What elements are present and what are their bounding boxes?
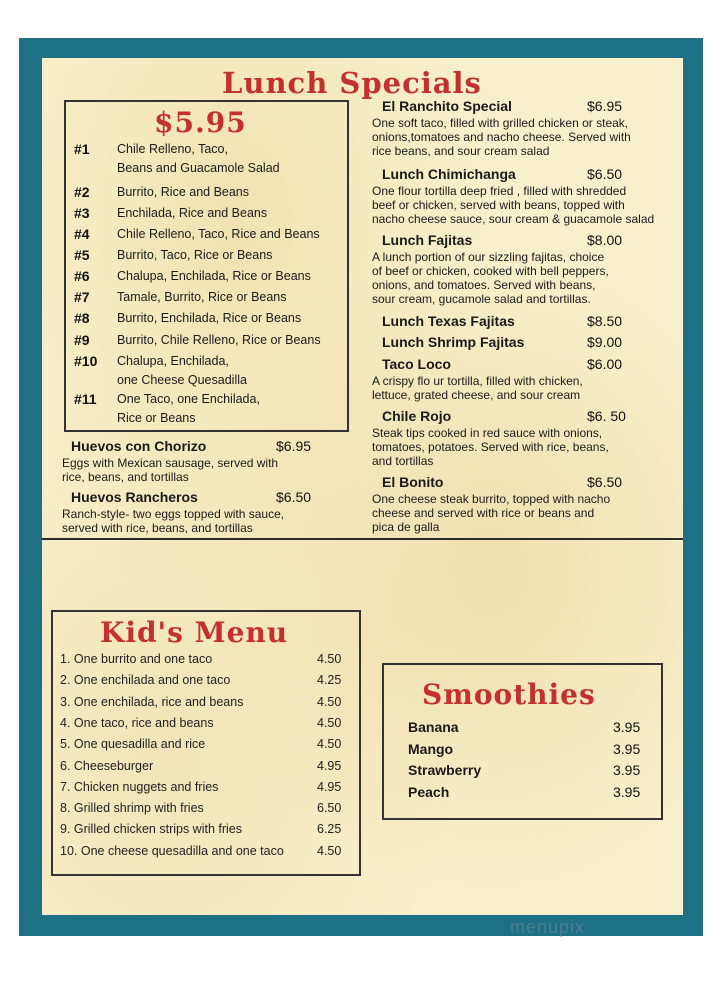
special-price: $6.50 [587,474,623,490]
special-desc: A lunch portion of our sizzling fajitas, choice [372,250,605,264]
smoothie-name: Peach [408,783,450,800]
smoothie-name: Mango [408,740,454,757]
special-name: Taco Loco [382,356,451,372]
special-desc: One soft taco, filled with grilled chicken or steak, [372,116,629,130]
combo-line: Chile Relleno, Taco, [117,142,228,156]
smoothie-name: Strawberry [408,762,482,778]
kids-item-name: 2. One enchilada and one taco [60,673,231,688]
kids-item-name: 5. One quesadilla and rice [60,737,206,752]
combo-line: One Taco, one Enchilada, [117,392,260,406]
special-price: $8.00 [587,232,623,248]
special-desc: One flour tortilla deep fried , filled with shredded [372,184,627,198]
special-price: $6.95 [587,98,623,114]
kids-item-name: 1. One burrito and one taco [60,652,213,666]
special-desc: A crispy flo ur tortilla, filled with chicken, [372,374,583,388]
special-desc: onions,tomatoes and nacho cheese. Served with [372,130,631,144]
combo-number: #4 [74,226,90,242]
kids-item-name: 4. One taco, rice and beans [60,715,214,730]
huevos-name: Huevos Rancheros [71,489,198,505]
combo-number: #6 [74,268,90,284]
combo-line: Burrito, Chile Relleno, Rice or Beans [117,333,321,347]
combo-number: #10 [74,353,98,369]
special-desc: Steak tips cooked in red sauce with onions, [372,426,603,440]
kids-item-price: 6.50 [317,801,342,816]
kids-menu-title: Kid's Menu [100,616,289,649]
combo-line: Burrito, Rice and Beans [117,185,250,199]
huevos-desc: served with rice, beans, and tortillas [62,521,253,535]
huevos-desc: Ranch-style- two eggs topped with sauce, [62,507,285,521]
kids-item-price: 4.25 [317,673,342,688]
kids-item-name: 3. One enchilada, rice and beans [60,694,244,709]
combo-line: Burrito, Enchilada, Rice or Beans [117,311,302,325]
kids-item-name: 6. Cheeseburger [60,758,154,773]
combo-price: $5.95 [154,106,247,139]
special-desc: cheese and served with rice or beans and [372,506,595,520]
kids-item-name: 9. Grilled chicken strips with fries [60,822,243,837]
combo-number: #5 [74,247,90,263]
special-name: El Ranchito Special [382,98,512,114]
smoothie-price: 3.95 [613,762,641,778]
special-desc: beef or chicken, served with beans, topped with [372,198,625,212]
huevos-price: $6.95 [276,438,312,454]
smoothie-name: Banana [408,719,459,735]
combo-line: one Cheese Quesadilla [117,373,247,387]
combo-line: Chalupa, Enchilada, Rice or Beans [117,269,311,283]
combo-line: Burrito, Taco, Rice or Beans [117,248,273,262]
special-price: $6.50 [587,166,623,182]
combo-number: #2 [74,184,90,200]
smoothies-title: Smoothies [422,678,596,711]
kids-item-price: 6.25 [317,822,342,837]
kids-item-name: 7. Chicken nuggets and fries [60,779,219,794]
combo-line: Chile Relleno, Taco, Rice and Beans [117,227,320,241]
combo-line: Beans and Guacamole Salad [117,161,280,175]
special-desc: nacho cheese sauce, sour cream & guacamole salad [372,212,655,226]
special-price: $8.50 [587,313,623,329]
kids-item-name: 10. One cheese quesadilla and one taco [60,843,284,858]
huevos-price: $6.50 [276,489,312,505]
combo-number: #3 [74,205,90,221]
smoothie-price: 3.95 [613,783,641,800]
special-price: $9.00 [587,334,623,350]
kids-item-price: 4.50 [317,715,342,730]
smoothie-price: 3.95 [613,719,641,735]
special-desc: rice beans, and sour cream salad [372,144,550,158]
section-divider [42,538,683,540]
special-price: $6.00 [587,356,623,372]
combo-number: #7 [74,289,90,305]
huevos-name: Huevos con Chorizo [71,438,207,454]
watermark: menupix [510,917,586,937]
kids-item-price: 4.95 [317,758,342,773]
kids-item-price: 4.50 [317,652,342,666]
huevos-desc: Eggs with Mexican sausage, served with [62,456,279,470]
special-desc: One cheese steak burrito, topped with nacho [372,492,611,506]
special-name: Lunch Shrimp Fajitas [382,334,525,350]
kids-item-price: 4.50 [317,843,342,858]
kids-item-price: 4.50 [317,694,342,709]
special-desc: pica de galla [372,520,440,534]
special-desc: onions, and tomatoes. Served with beans, [372,278,596,292]
combo-line: Enchilada, Rice and Beans [117,206,268,220]
special-name: Lunch Chimichanga [382,166,516,182]
smoothie-price: 3.95 [613,740,641,757]
combo-line: Chalupa, Enchilada, [117,354,229,368]
combo-line: Tamale, Burrito, Rice or Beans [117,290,287,304]
special-desc: of beef or chicken, cooked with bell peppers, [372,264,609,278]
combo-number: #1 [74,141,90,157]
special-desc: tomatoes, potatoes. Served with rice, beans, [372,440,609,454]
special-desc: and tortillas [372,454,434,468]
kids-item-price: 4.95 [317,779,342,794]
special-desc: sour cream, gucamole salad and tortillas. [372,292,591,306]
huevos-desc: rice, beans, and tortillas [62,470,189,484]
combo-number: #8 [74,310,90,326]
special-name: Lunch Fajitas [382,232,473,248]
combo-number: #11 [74,391,97,407]
special-name: El Bonito [382,474,444,490]
lunch-specials-title: Lunch Specials [222,66,482,100]
kids-item-name: 8. Grilled shrimp with fries [60,801,204,816]
special-name: Chile Rojo [382,408,452,424]
special-name: Lunch Texas Fajitas [382,313,515,329]
special-price: $6. 50 [587,408,626,424]
combo-line: Rice or Beans [117,411,196,425]
kids-item-price: 4.50 [317,737,342,752]
combo-number: #9 [74,332,90,348]
special-desc: lettuce, grated cheese, and sour cream [372,388,581,402]
